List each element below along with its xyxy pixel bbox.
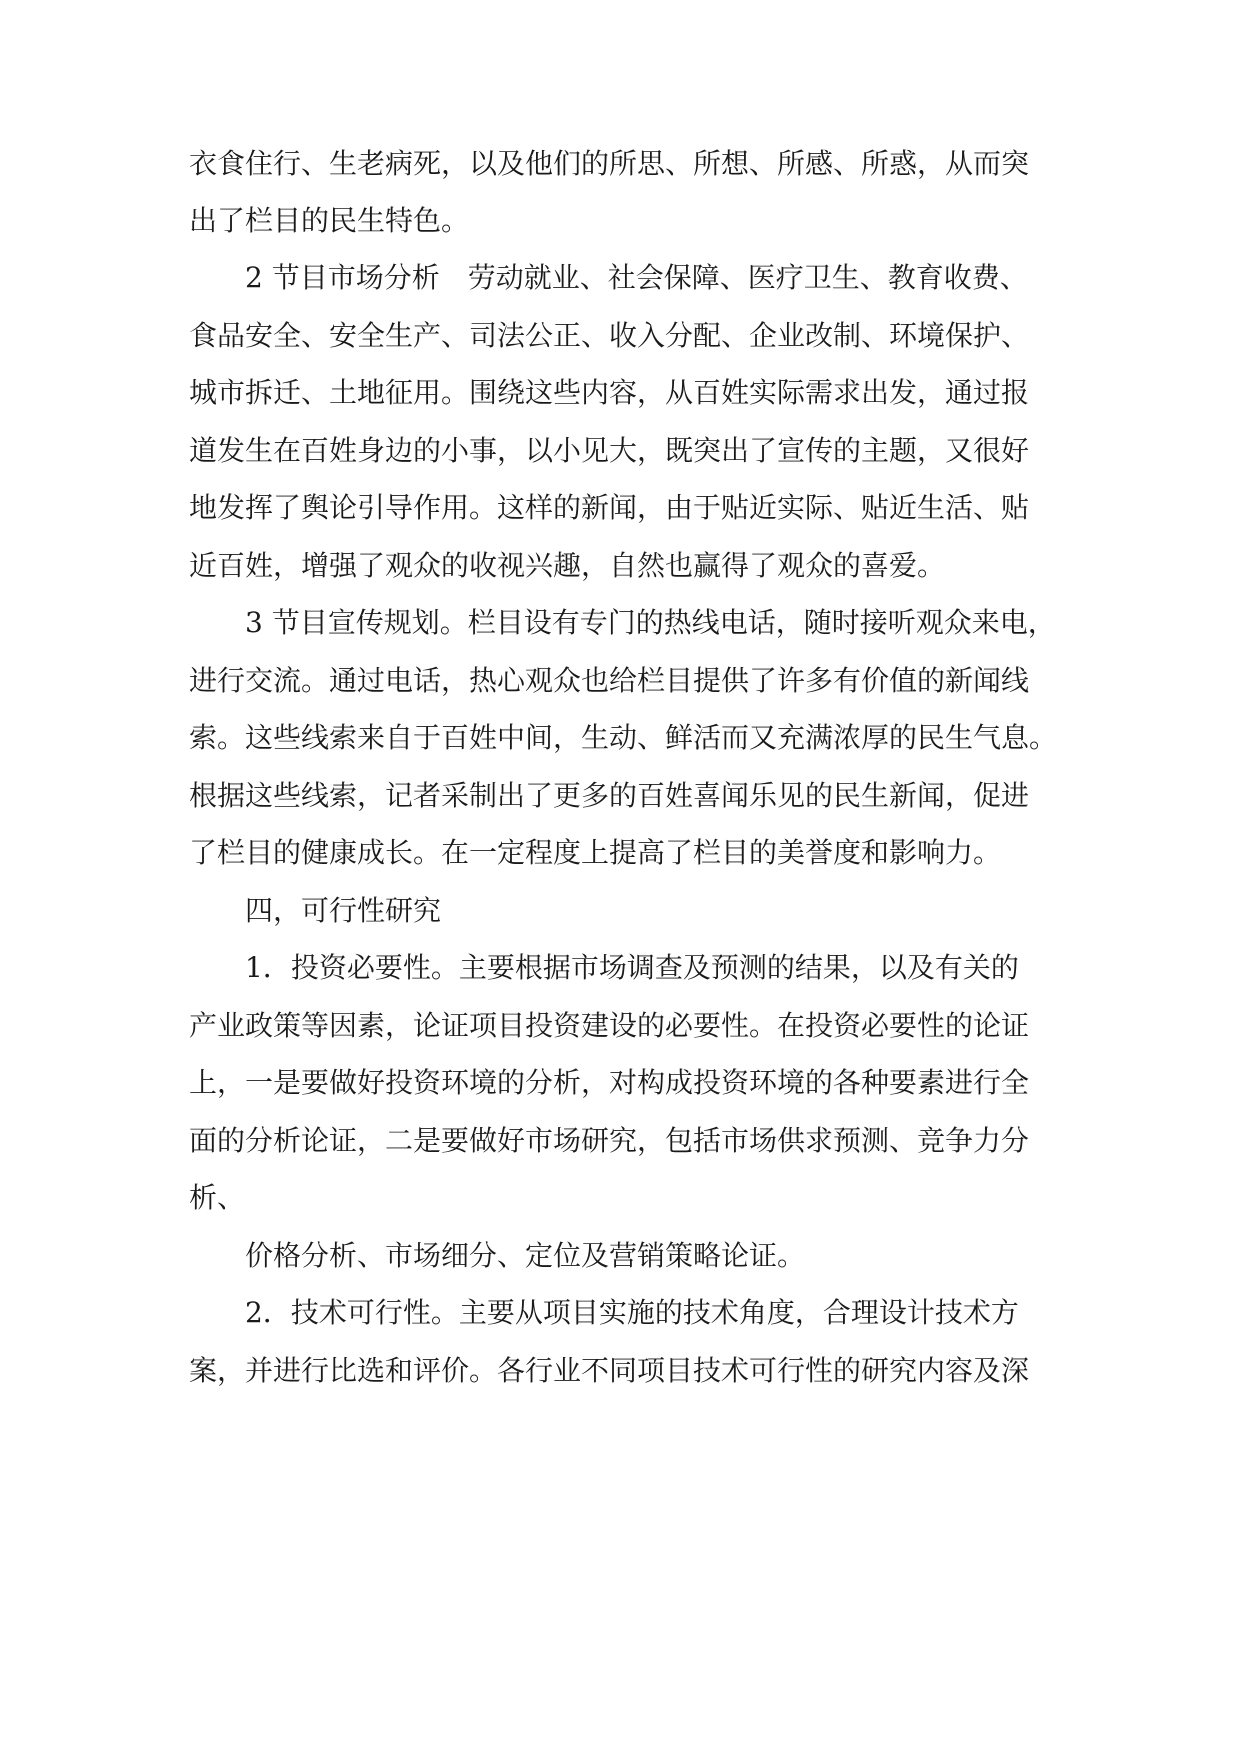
text-line: 地发挥了舆论引导作用。这样的新闻，由于贴近实际、贴近生活、贴 xyxy=(189,491,1030,524)
section-heading: 四，可行性研究 xyxy=(245,894,442,927)
paragraph-start-line: 2 节目市场分析 劳动就业、社会保障、医疗卫生、教育收费、 xyxy=(245,261,1028,294)
text-line: 道发生在百姓身边的小事，以小见大，既突出了宣传的主题，又很好 xyxy=(189,434,1030,467)
paragraph-start-line: 1．投资必要性。主要根据市场调查及预测的结果，以及有关的 xyxy=(245,951,1019,984)
text-line: 衣食住行、生老病死，以及他们的所思、所想、所感、所惑，从而突 xyxy=(189,147,1030,180)
text-line: 进行交流。通过电话，热心观众也给栏目提供了许多有价值的新闻线 xyxy=(189,664,1030,697)
text-line: 近百姓，增强了观众的收视兴趣，自然也赢得了观众的喜爱。 xyxy=(189,549,946,582)
text-line: 上，一是要做好投资环境的分析，对构成投资环境的各种要素进行全 xyxy=(189,1066,1030,1099)
paragraph-start-line: 3 节目宣传规划。栏目设有专门的热线电话，随时接听观众来电， xyxy=(245,606,1056,639)
text-line: 案，并进行比选和评价。各行业不同项目技术可行性的研究内容及深 xyxy=(189,1354,1030,1387)
text-line: 索。这些线索来自于百姓中间，生动、鲜活而又充满浓厚的民生气息。 xyxy=(189,721,1058,754)
text-line: 食品安全、安全生产、司法公正、收入分配、企业改制、环境保护、 xyxy=(189,319,1030,352)
text-line: 了栏目的健康成长。在一定程度上提高了栏目的美誉度和影响力。 xyxy=(189,836,1002,869)
paragraph-start-line: 价格分析、市场细分、定位及营销策略论证。 xyxy=(245,1239,806,1272)
text-line: 析、 xyxy=(189,1181,246,1214)
text-line: 面的分析论证，二是要做好市场研究，包括市场供求预测、竞争力分 xyxy=(189,1124,1030,1157)
text-line: 城市拆迁、土地征用。围绕这些内容，从百姓实际需求出发，通过报 xyxy=(189,376,1030,409)
text-line: 根据这些线索，记者采制出了更多的百姓喜闻乐见的民生新闻，促进 xyxy=(189,779,1030,812)
text-line: 出了栏目的民生特色。 xyxy=(189,204,470,237)
text-line: 产业政策等因素，论证项目投资建设的必要性。在投资必要性的论证 xyxy=(189,1009,1030,1042)
paragraph-start-line: 2．技术可行性。主要从项目实施的技术角度，合理设计技术方 xyxy=(245,1296,1019,1329)
